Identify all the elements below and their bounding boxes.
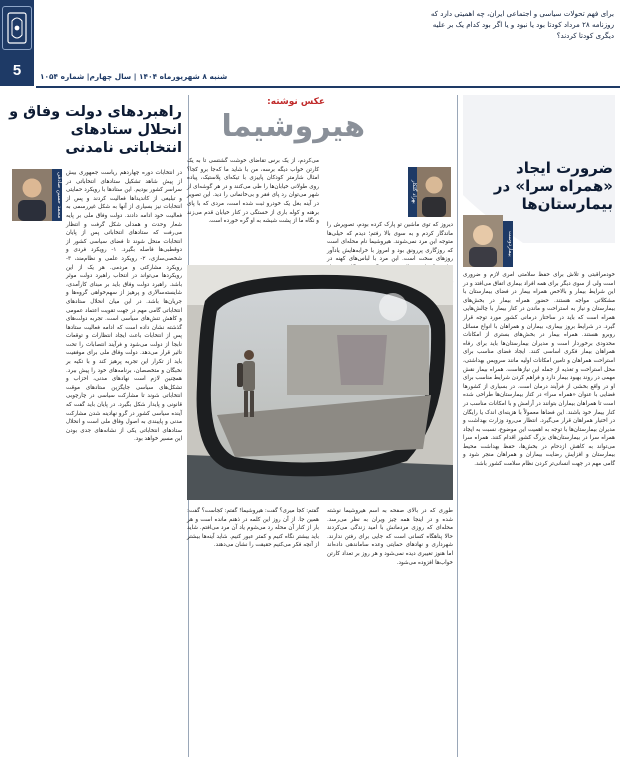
middle-article-body-bottom-right: طوری که در بالای صفحه به اسم هیروشیما نوشته شده و در اینجا همه چیز ویران به نظر می‌رسد. محله‌ای که روزی مردمانش با امید زندگی می‌کردند حالا پناهگاه کسانی است که جایی برای رفتن ندارند. شهرداری و نهادهای حمایتی وعده ساماندهی داده‌اند اما هنوز تغییری دیده نمی‌شود و هر روز بر تعداد کارتن خواب‌ها افزوده می‌شود. <box>327 508 453 566</box>
author-tag: بیماردوست <box>503 221 513 267</box>
left-article-body: در انتخابات دوره چهاردهم ریاست جمهوری بیش از پیش شاهد تشکیل ستادهای انتخاباتی در سراسر کشور بودیم. این ستادها با رویکرد حمایتی و تبلیغی از کاندیداها فعالیت کردند و پس از انتخابات نیز بسیاری از آنها به شکل غیررسمی به فعالیت خود ادامه دادند. دولت وفاق ملی بر پایه شعار وحدت و همدلی شکل گرفت و انتظار می‌رفت که ستادهای انتخاباتی پس از پایان انتخابات منحل شوند تا فضای سیاسی کشور از دوقطبی‌ها فاصله بگیرد. ۱- رویکرد فردی و شخصی‌سازی، ۲- رویکرد علمی و نظام‌مند، ۳- رویکرد مشارکتی و مردمی. هر یک از این رویکردها می‌تواند در انتخاب راهبرد دولت موثر باشد. راهبرد دولت وفاق باید بر مبنای کارآمدی، شایسته‌سالاری و پرهیز از سهم‌خواهی گروه‌ها و جریان‌ها باشد. در این میان انحلال ستادهای انتخاباتی گامی مهم در جهت تقویت اعتماد عمومی و کاهش تنش‌های سیاسی است. تجربه دولت‌های گذشته نشان داده است که ادامه فعالیت ستادها پس از انتخابات باعث ایجاد انتظارات و توقعات نابجا از دولت می‌شود و فرآیند انتصابات را تحت تاثیر قرار می‌دهد. دولت وفاق ملی برای موفقیت باید از تکرار این تجربه پرهیز کند و با تکیه بر نخبگان و متخصصان، برنامه‌های خود را پیش ببرد. همچنین لازم است نهادهای مدنی، احزاب و تشکل‌های سیاسی جایگزین ستادهای موقت انتخاباتی شوند تا مشارکت سیاسی در چارچوبی قانونی و پایدار شکل بگیرد. در پایان باید گفت که آینده سیاسی کشور در گرو نهادینه شدن مشارکت مدنی و پایبندی به اصول وفاق ملی است و انحلال ستادهای انتخاباتی یکی از نشانه‌های جدی بودن این مسیر خواهد بود. <box>66 170 183 443</box>
logo-emblem-icon <box>6 11 28 45</box>
right-article-body: خودمراقبتی و تلاش برای حفظ سلامتی امری لازم و ضروری است ولی از سوی دیگر برای همه افراد بیماری اتفاق می‌افتد و در این شرایط بیمار و بالاخص همراه بیمار در فضای بیمارستان با مشکلاتی مواجه هستند. حضور همراه بیمار در بخش‌های بیمارستان و نیاز به استراحت و ماندن در کنار بیمار با چالش‌هایی همراه است که باید در ساختار درمانی کشور مورد توجه قرار گیرد. در شرایط بروز بیماری، بیماران و همراهان با انواع مسائل روبرو هستند. همراه بیمار در بخش‌های بستری از امکانات محدودی برخوردار است و مدیران بیمارستان‌ها باید برای رفاه همراهان بیمار فکری اساسی کنند. ایجاد فضای مناسب برای استراحت همراهان و تامین امکانات اولیه مانند سرویس بهداشتی، محل استراحت و تغذیه از جمله این نیازهاست. همراه بیمار نقش مهمی در روند بهبود بیمار دارد و فراهم کردن شرایط مناسب برای او در واقع بخشی از فرآیند درمان است. در بسیاری از کشورها فضایی با عنوان «همراه سرا» در کنار بیمارستان‌ها طراحی شده است تا همراهان بیماران بتوانند در آرامش و با امکانات مناسب در کنار بیمار خود باشند. این فضاها معمولاً با هزینه‌ای اندک یا رایگان در اختیار همراهان قرار می‌گیرد. انتظار می‌رود وزارت بهداشت و مدیران بیمارستان‌ها با توجه به اهمیت این موضوع، نسبت به ایجاد همراه سرا در بیمارستان‌های بزرگ کشور اقدام کنند. همراه سرا می‌تواند به کاهش ازدحام در بخش‌ها، حفظ بهداشت محیط بیمارستان و افزایش رضایت بیماران و همراهان منجر شود و گامی مهم در جهت انسانی‌تر کردن نظام سلامت کشور باشد. <box>463 272 615 468</box>
middle-article-body-right: دیروز که توی ماشین تو پارک کرده بودم، تصویرش را ماندگار کردم و به سوی بالا رفتم؛ دیدم که خیلی‌ها متوجه این مرد نمی‌شوند. هیروشیما نام محله‌ای است که روزگاری پررونق بود و امروز با خرابه‌هایش یادآور روزهای سخت است. این مرد با لباس‌های کهنه در <box>327 222 453 263</box>
page-number: 5 <box>12 62 22 79</box>
left-article-headline: راهبردهای دولت وفاق و انحلال ستادهای انتخاباتی نامدنی <box>9 104 182 156</box>
right-article-headline: ضرورت ایجاد «همراه سرا» در بیمارستان‌ها <box>493 159 613 213</box>
mirror-photo <box>187 265 453 500</box>
masthead-strip <box>0 0 34 86</box>
author-avatar <box>417 167 451 217</box>
side-mirror-image <box>187 265 453 500</box>
middle-article-body-bottom-left: گفتم: کجا میری؟ گفت: هیروشیما! گفتم: کجاست؟ گفت: همین جا. از آن روز این کلمه در ذهنم مانده است و هر بار از کنار آن محله رد می‌شوم یاد آن مرد می‌افتم. شاید باید بیشتر نگاه کنیم و کمتر عبور کنیم. شاید آینه‌ها بیشتر از آنچه فکر می‌کنیم حقیقت را نشان می‌دهند. <box>187 508 319 549</box>
author-tag: محمد حسین صادقی <box>52 169 62 221</box>
newspaper-logo-icon <box>2 6 32 50</box>
right-article <box>463 95 615 759</box>
middle-article-body-left: می‌کردم، از یک برس تقاضای خوشت گشتسی تا به یک کارتن خواب دیگه برسه، من با شاید ما که‌جا برو کجا؟ امثال شارمتر کودکان پاییزی با تیکه‌ای پلاستیک، پیاده روی طولانی خیابان‌ها را طی می‌کنند و در هر گوشه‌ای از شهر می‌توان رد پای فقر و بی‌خانمانی را دید. این تصویر در آینه بغل یک خودرو ثبت شده است، مردی که با پای برهنه و کوله باری از خستگی در کنار خیابان قدم می‌زند و نگاه ما از پشت شیشه به او گره خورده است. <box>187 158 319 225</box>
left-article <box>6 95 182 759</box>
column-divider <box>457 95 458 757</box>
issue-date-line: شنبه ۸ شهریورماه ۱۴۰۴ | سال چهارم| شماره ۱۰۵۴ <box>40 72 228 81</box>
author-avatar <box>463 215 503 267</box>
photo-essay-kicker: عکس نوشته: <box>267 97 325 107</box>
header-divider <box>36 86 620 88</box>
middle-article <box>187 95 453 759</box>
author-tag: بهزاد گلکار <box>408 167 417 217</box>
photo-essay-title: هیروشیما <box>221 109 365 144</box>
header-teaser: برای فهم تحولات سیاسی و اجتماعی ایران، چه اهمیتی دارد که روزنامه ۲۸ مرداد کودتا بود یا نبود و یا اگر بود کدام یک بر علیه دیگری کودتا کردند؟ <box>430 9 614 40</box>
